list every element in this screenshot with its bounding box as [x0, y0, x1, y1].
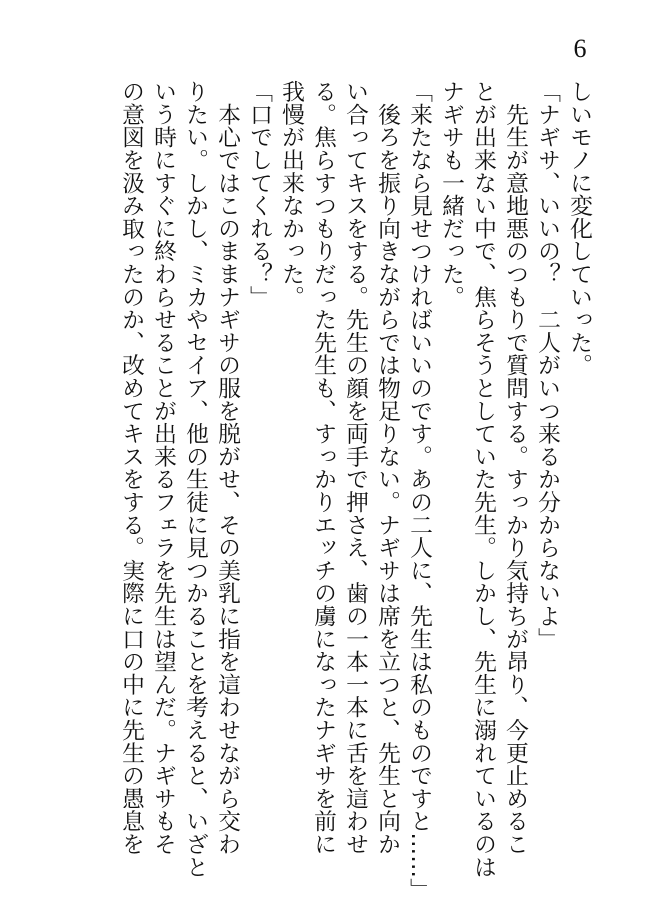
- vertical-text-body: [115, 80, 595, 901]
- text-line: る。焦らすつもりだった先生も、すっかりエッチの虜になったナギサを前に: [310, 80, 336, 856]
- text-line: 「来たなら見せつければいいのです。あの二人に、先生は私のものですと……」: [406, 80, 432, 901]
- text-line: しいモノに変化していった。: [566, 80, 592, 377]
- text-line: いう時にすぐに終わらせることが出来るフェラを先生は望んだ。ナギサもそ: [150, 80, 176, 856]
- text-line: 本心ではこのままナギサの服を脱がせ、その美乳に指を這わせながら交わ: [214, 80, 240, 856]
- text-line: の意図を汲み取ったのか、改めてキスをする。実際に口の中に先生の愚息を: [118, 80, 144, 856]
- text-line: とが出来ない中で、焦らそうとしていた先生。しかし、先生に溺れているのは: [470, 80, 496, 878]
- text-line: 「口でしてくれる？」: [246, 80, 272, 308]
- page-number: 6: [573, 34, 587, 63]
- text-line: 「ナギサ、いいの？ 二人がいつ来るか分からないよ」: [534, 80, 560, 650]
- text-line: い合ってキスをする。先生の顔を両手で押さえ、歯の一本一本に舌を這わせ: [342, 80, 368, 856]
- text-line: 我慢が出来なかった。: [278, 80, 304, 308]
- text-line: りたい。しかし、ミカやセイア、他の生徒に見つかることを考えると、いざと: [182, 80, 208, 878]
- text-line: 先生が意地悪のつもりで質問する。すっかり気持ちが昂り、今更止めるこ: [502, 80, 528, 856]
- text-line: 後ろを振り向きながらでは物足りない。ナギサは席を立つと、先生と向か: [374, 80, 400, 856]
- text-line: ナギサも一緒だった。: [438, 80, 464, 308]
